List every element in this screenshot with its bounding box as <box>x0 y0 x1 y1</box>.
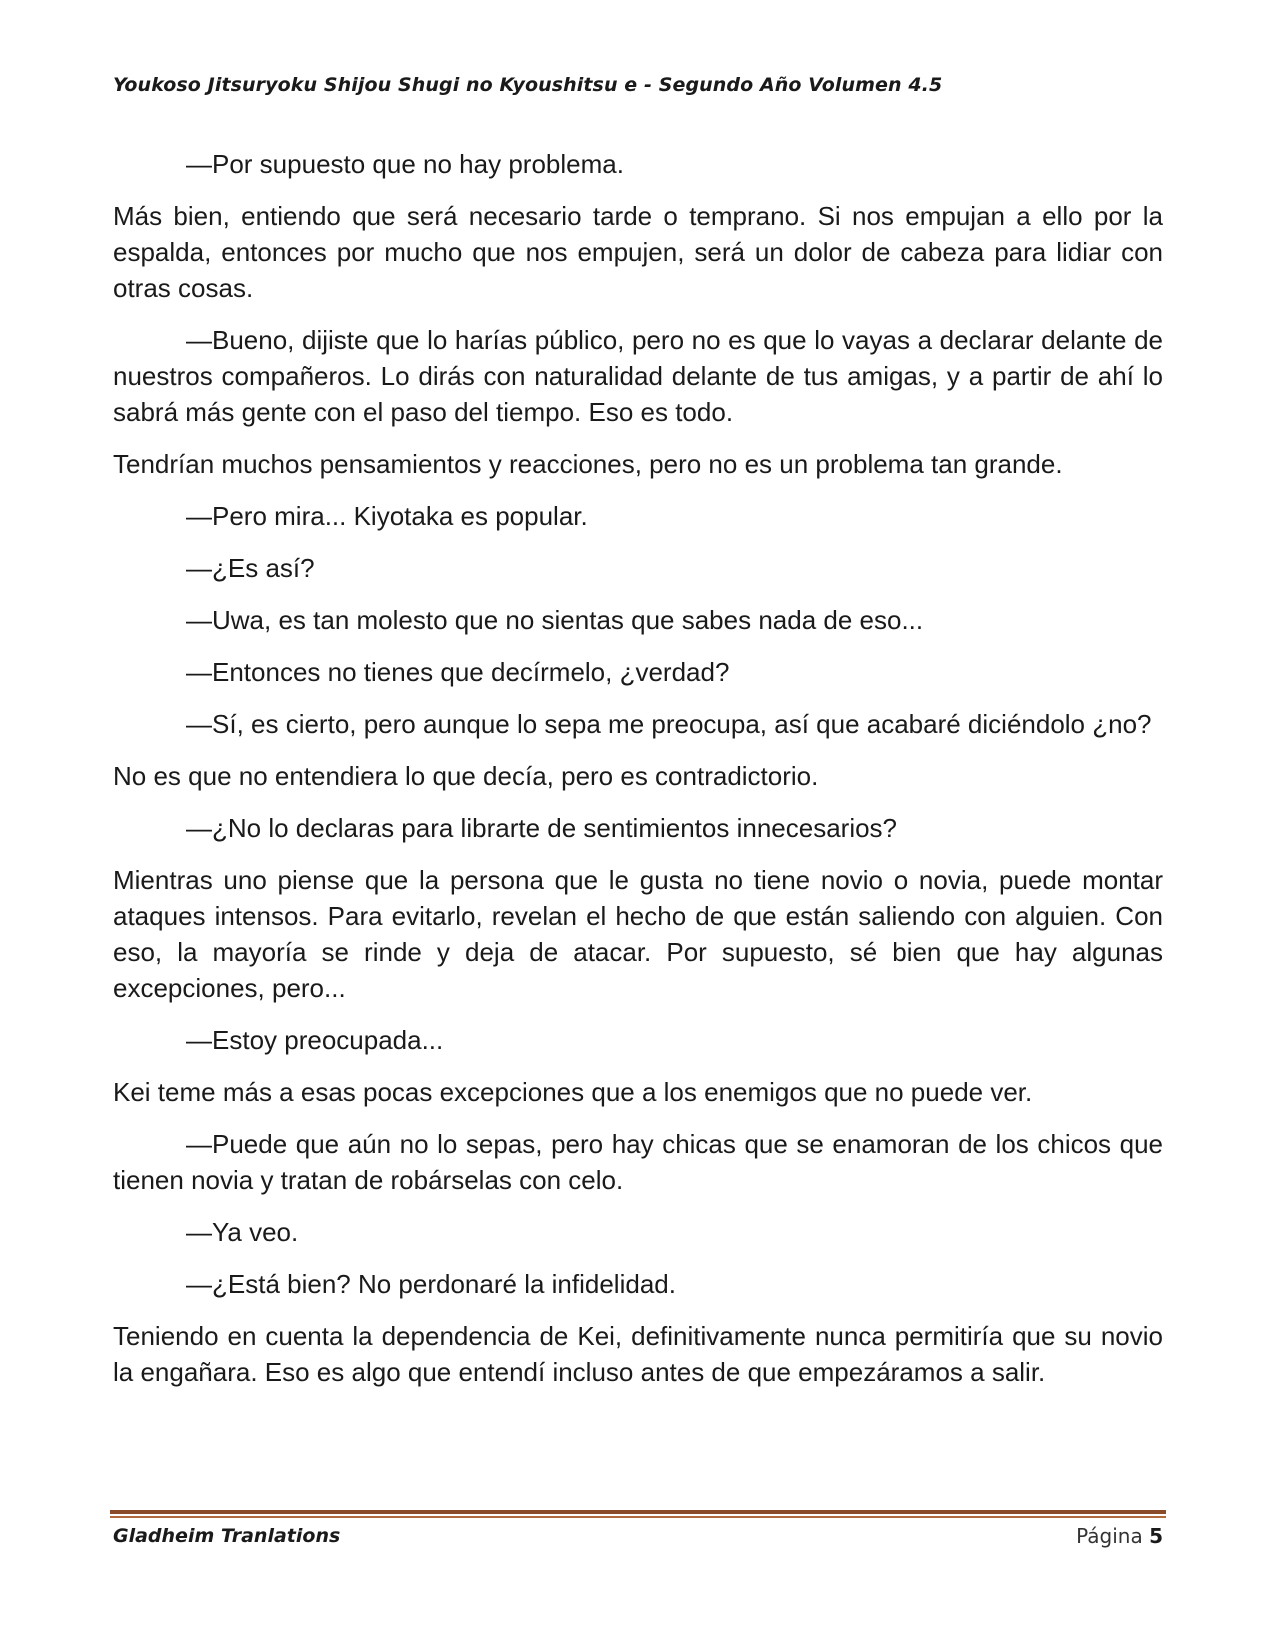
page-label: Página <box>1076 1524 1143 1548</box>
paragraph-dialog: —Sí, es cierto, pero aunque lo sepa me preocupa, así que acabaré diciéndolo ¿no? <box>186 709 1152 739</box>
footer-divider <box>110 1510 1166 1520</box>
paragraph-dialog: —Por supuesto que no hay problema. <box>186 149 624 179</box>
paragraph-narration: Tendrían muchos pensamientos y reacciones, pero no es un problema tan grande. <box>113 449 1063 479</box>
document-body <box>113 146 1163 1406</box>
paragraph-narration: Kei teme más a esas pocas excepciones que a los enemigos que no puede ver. <box>113 1077 1033 1107</box>
paragraph-dialog: —Pero mira... Kiyotaka es popular. <box>186 501 588 531</box>
paragraph-narration: Mientras uno piense que la persona que le gusta no tiene novio o novia, puede montar ataques intensos. Para evitarlo, revelan el hecho de que están saliendo con alguien. Con eso, la mayoría se rinde y deja de atacar. Por supuesto, sé bien que hay algunas excepciones, pero... <box>113 865 1163 1003</box>
paragraph-narration: Teniendo en cuenta la dependencia de Kei, definitivamente nunca permitiría que su novio la engañara. Eso es algo que entendí incluso antes de que empezáramos a salir. <box>113 1321 1163 1387</box>
paragraph-dialog: —Puede que aún no lo sepas, pero hay chicas que se enamoran de los chicos que tienen novia y tratan de robárselas con celo. <box>113 1129 1163 1195</box>
paragraph-dialog: —Entonces no tienes que decírmelo, ¿verdad? <box>186 657 730 687</box>
paragraph-narration: Más bien, entiendo que será necesario tarde o temprano. Si nos empujan a ello por la espalda, entonces por mucho que nos empujen, será un dolor de cabeza para lidiar con otras cosas. <box>113 201 1163 303</box>
footer-divider-thick <box>110 1510 1166 1514</box>
paragraph-dialog: —Ya veo. <box>186 1217 299 1247</box>
page-number: 5 <box>1149 1524 1163 1548</box>
paragraph-dialog: —Bueno, dijiste que lo harías público, pero no es que lo vayas a declarar delante de nuestros compañeros. Lo dirás con naturalidad delante de tus amigas, y a partir de ahí lo sabrá más gente con el paso del tiempo. Eso es todo. <box>113 325 1163 427</box>
paragraph-narration: No es que no entendiera lo que decía, pero es contradictorio. <box>113 761 819 791</box>
paragraph-dialog: —¿Está bien? No perdonaré la infidelidad. <box>186 1269 676 1299</box>
paragraph-dialog: —Uwa, es tan molesto que no sientas que sabes nada de eso... <box>186 605 924 635</box>
footer-credit: Gladheim Tranlations <box>113 1525 341 1547</box>
paragraph-dialog: —¿Es así? <box>186 553 315 583</box>
page-header-title: Youkoso Jitsuryoku Shijou Shugi no Kyoushitsu e - Segundo Año Volumen 4.5 <box>113 74 943 96</box>
paragraph-dialog: —Estoy preocupada... <box>186 1025 444 1055</box>
paragraph-dialog: —¿No lo declaras para librarte de sentimientos innecesarios? <box>186 813 898 843</box>
footer-divider-thin <box>110 1516 1166 1518</box>
page-number-label <box>1076 1524 1163 1548</box>
